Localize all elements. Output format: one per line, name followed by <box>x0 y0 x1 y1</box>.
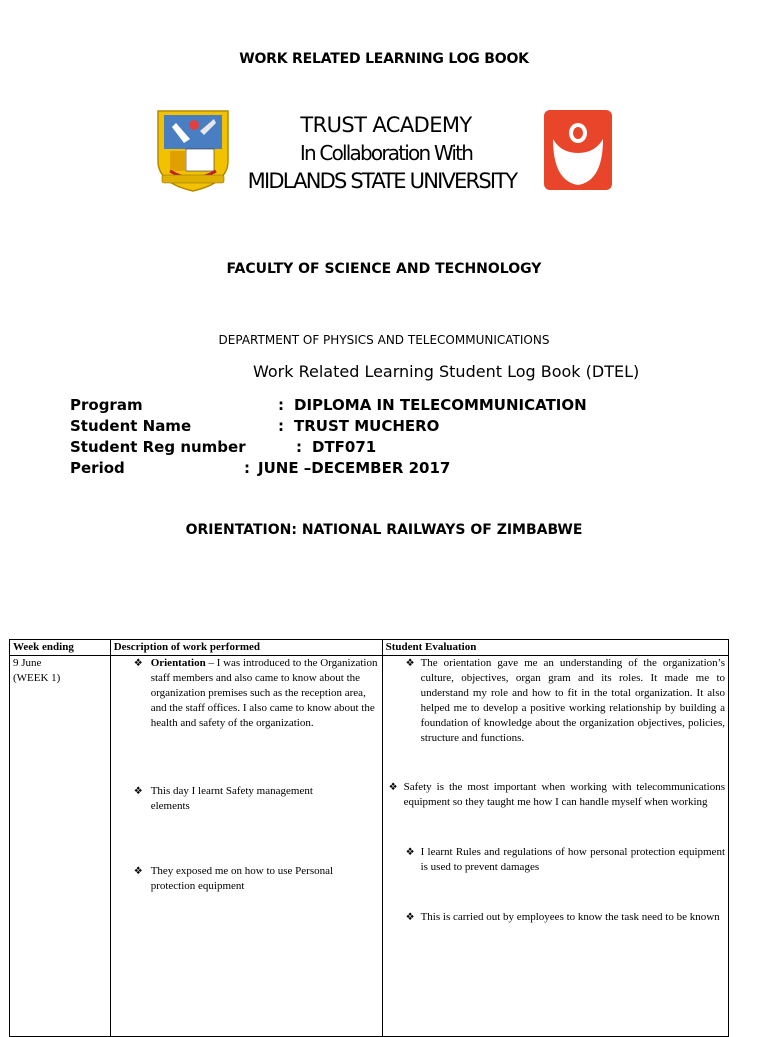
description-text: This day I learnt Safety management elements <box>150 785 313 812</box>
document-title: WORK RELATED LEARNING LOG BOOK <box>239 51 529 67</box>
institution-block <box>226 111 546 195</box>
partner-university: MIDLANDS STATE UNIVERSITY <box>247 169 517 193</box>
detail-separator: : <box>278 396 284 414</box>
bullet-icon: ❖ <box>405 658 415 669</box>
detail-label: Program <box>70 396 143 414</box>
week-date: 9 June <box>13 657 42 669</box>
evaluation-cell <box>382 656 728 1037</box>
institution-name: TRUST ACADEMY <box>300 113 472 137</box>
description-text: They exposed me on how to use Personal protection equipment <box>150 865 334 892</box>
bullet-icon: ❖ <box>133 866 143 877</box>
bullet-icon: ❖ <box>405 912 415 923</box>
detail-value: DIPLOMA IN TELECOMMUNICATION <box>294 396 587 414</box>
bullet-icon: ❖ <box>388 782 398 793</box>
evaluation-text: This is carried out by employees to know the task need to be known <box>420 911 720 923</box>
description-bold: Orientation <box>150 657 206 669</box>
detail-label: Student Name <box>70 417 192 435</box>
detail-value: DTF071 <box>312 438 377 456</box>
evaluation-item <box>389 780 725 810</box>
table-row <box>10 656 729 1037</box>
header-evaluation: Student Evaluation <box>382 640 728 656</box>
detail-separator: : <box>278 417 284 435</box>
week-number: (WEEK 1) <box>13 672 61 684</box>
orientation-heading: ORIENTATION: NATIONAL RAILWAYS OF ZIMBABWE <box>185 522 583 538</box>
evaluation-text: I learnt Rules and regulations of how personal protection equipment is used to prevent damages <box>420 846 725 873</box>
detail-label: Student Reg number <box>70 438 246 456</box>
description-item <box>134 864 351 894</box>
faculty-heading: FACULTY OF SCIENCE AND TECHNOLOGY <box>226 261 542 277</box>
evaluation-item <box>406 910 725 925</box>
evaluation-item <box>406 845 725 875</box>
description-cell <box>110 656 382 1037</box>
detail-label: Period <box>70 459 125 477</box>
department-heading: DEPARTMENT OF PHYSICS AND TELECOMMUNICATIONS <box>218 333 550 347</box>
week-cell <box>10 656 111 1037</box>
table-header-row <box>10 640 729 656</box>
description-item <box>134 656 379 731</box>
header-week-ending: Week ending <box>10 640 111 656</box>
midlands-state-university-logo <box>543 109 613 191</box>
header-description: Description of work performed <box>110 640 382 656</box>
collaboration-text: In Collaboration With <box>299 141 473 165</box>
evaluation-text: The orientation gave me an understanding of the organization’s culture, objectives, organ gram and its roles. It made me to understand my role and how to fit in the total organization. It also helped me to develop a positive working relationship by building a foundation of knowledge about the organization objectives, policies, structure and functions. <box>420 657 725 744</box>
description-item <box>134 784 341 814</box>
description-text: – I was introduced to the Organization staff members and also came to know about the organization premises such as the reception area, and the staff offices. I also came to know about the health and safety of the organization. <box>150 657 378 729</box>
detail-separator: : <box>244 459 250 477</box>
bullet-icon: ❖ <box>133 786 143 797</box>
logbook-subtitle: Work Related Learning Student Log Book (DTEL) <box>253 362 640 381</box>
log-table <box>9 639 729 1037</box>
detail-separator: : <box>296 438 302 456</box>
bullet-icon: ❖ <box>405 847 415 858</box>
evaluation-text: Safety is the most important when working with telecommunications equipment so they taught me how I can handle myself when working <box>403 781 725 808</box>
bullet-icon: ❖ <box>133 658 143 669</box>
detail-value: JUNE –DECEMBER 2017 <box>258 459 451 477</box>
detail-value: TRUST MUCHERO <box>294 417 440 435</box>
evaluation-item <box>406 656 725 746</box>
